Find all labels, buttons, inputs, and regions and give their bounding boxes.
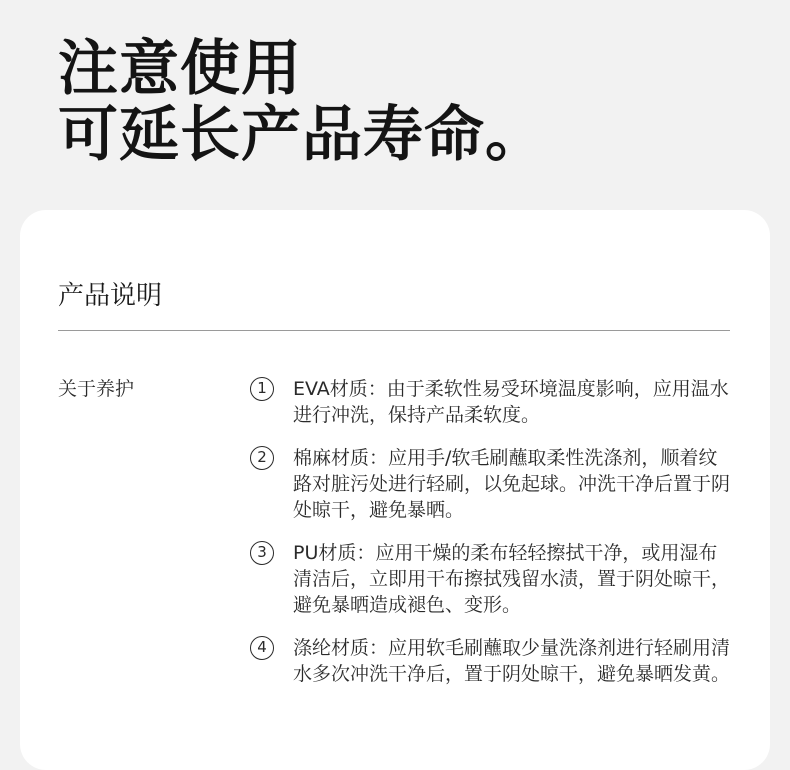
care-item-pu [250, 540, 736, 618]
care-item-number: 2 [250, 446, 274, 470]
care-item-text: PU材质：应用干燥的柔布轻轻擦拭干净，或用湿布清洁后，立即用干布擦拭残留水渍，置于阴处晾干，避免暴晒造成褪色、变形。 [293, 542, 731, 616]
care-item-eva [250, 376, 736, 428]
product-info-card [20, 210, 770, 770]
hero-heading [58, 36, 758, 168]
care-item-number: 4 [250, 636, 274, 660]
care-item-number: 1 [250, 377, 274, 401]
care-item-number: 3 [250, 541, 274, 565]
hero-title-line-1: 注意使用 [58, 34, 302, 104]
section-title: 产品说明 [58, 281, 163, 311]
care-label: 关于养护 [58, 378, 135, 400]
hero-title-line-2: 可延长产品寿命。 [58, 100, 546, 170]
care-item-cotton-linen [250, 445, 736, 523]
care-instructions-list [250, 376, 736, 704]
care-item-text: 棉麻材质：应用手/软毛刷蘸取柔性洗涤剂，顺着纹路对脏污处进行轻刷，以免起球。冲洗干净后置于阴处晾干，避免暴晒。 [293, 447, 731, 521]
care-item-text: EVA材质：由于柔软性易受环境温度影响，应用温水进行冲洗，保持产品柔软度。 [293, 378, 729, 426]
care-item-text: 涤纶材质：应用软毛刷蘸取少量洗涤剂进行轻刷用清水多次冲洗干净后，置于阴处晾干，避免暴晒发黄。 [293, 637, 731, 685]
care-item-polyester [250, 635, 736, 687]
section-divider [58, 330, 730, 331]
